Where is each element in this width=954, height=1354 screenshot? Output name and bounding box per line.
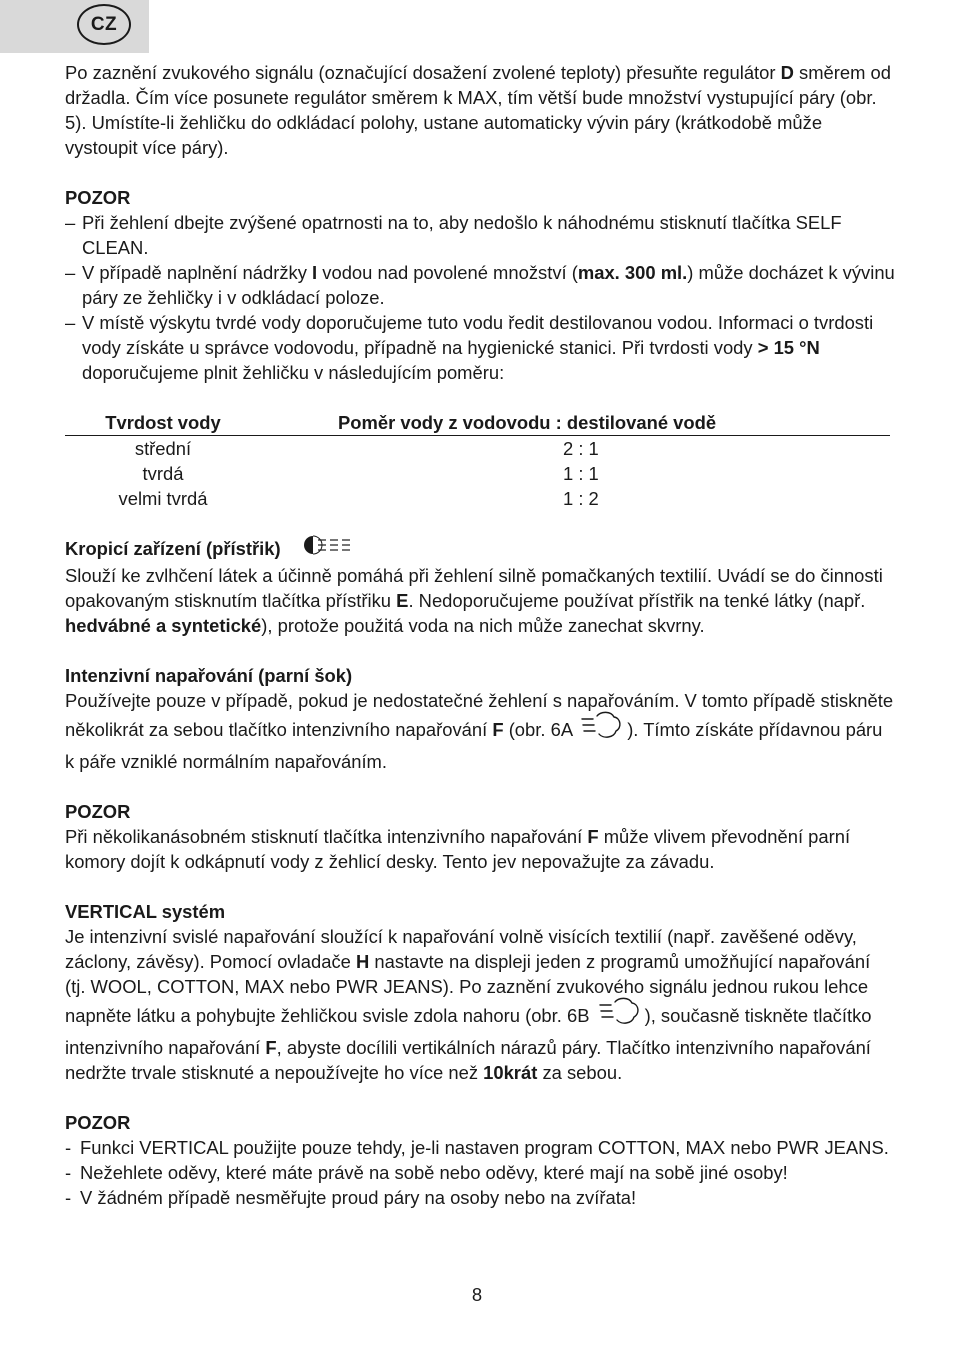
vertical-text: za sebou. [537,1062,623,1084]
steam-burst-icon [599,996,641,1032]
spray-heading-text: Kropicí zařízení (přístřik) [65,538,281,559]
spray-heading [65,536,895,563]
hardness-cell: velmi tvrdá [118,488,208,509]
caution2-text: může vlivem převodnění parní komory dojít k odkápnutí vody z žehlicí desky. Tento jev nepovažujte za závadu. [65,826,851,873]
language-tab [0,0,149,53]
spray-text: ), protože použitá voda na nich může zanechat skvrny. [261,615,705,637]
hardness-threshold: > 15 °N [757,337,820,358]
water-ratio-table [65,410,890,511]
dash-marker: – [65,262,76,283]
max-repeats: 10krát [483,1062,538,1084]
caution-item-text: vodou nad povolené množství ( [317,262,578,283]
caution-item-text: ) může docházet k vývinu páry ze žehličky i v odkládací poloze. [82,262,895,308]
dash-marker: – [65,212,76,233]
caution-heading-2: POZOR [65,801,131,823]
spray-paragraph [65,563,895,638]
caution-item [65,310,895,385]
vertical-text: Je intenzivní svislé napařování sloužící k napařování volně visících textilií (např. zavěšené oděvy, záclony, závěsy). Pomocí ovladače [65,926,857,973]
dash-marker: – [65,312,76,333]
caution-heading-1: POZOR [65,187,131,208]
caution-item [65,1185,895,1210]
dash-marker: - [65,1137,72,1159]
burst-heading: Intenzivní napařování (parní šok) [65,665,353,687]
ratio-cell [261,486,890,511]
ratio-value: 1 : 2 [563,488,599,509]
vertical-text: ), současně tiskněte tlačítko intenzivního napařování [65,1005,872,1059]
ratio-value: 1 : 1 [563,463,599,484]
caution-item-text: Funkci VERTICAL použijte pouze tehdy, je-li nastaven program COTTON, MAX nebo PWR JEANS. [80,1137,889,1159]
intro-text: Po zaznění zvukového signálu (označující dosažení zvolené teploty) přesuňte regulátor [65,62,781,83]
burst-text: (obr. 6A [503,719,578,740]
caution-item-text: V případě naplnění nádržky [82,262,313,283]
column-header-ratio-text: Poměr vody z vodovodu : destilované vodě [338,412,717,433]
caution-item [65,1135,895,1160]
fabric-type: hedvábné a syntetické [65,615,262,637]
table-row [65,436,890,462]
spray-text: Slouží ke zvlhčení látek a účinně pomáhá při žehlení silně pomačkaných textilií. Uvádí se do činnosti opakovaným stisknutím tlačítka přístřiku [65,565,883,612]
page-number: 8 [471,1284,483,1305]
burst-text: Používejte pouze v případě, pokud je nedostatečné žehlení s napařováním. V tomto případě stiskněte několikrát za sebou tlačítko intenzivního napařování [65,690,894,740]
dash-marker: - [65,1187,72,1209]
caution-item [65,260,895,310]
manual-content [65,60,895,1210]
column-header-ratio [261,410,890,436]
table-row [65,486,890,511]
hardness-cell: tvrdá [142,463,184,484]
caution2-paragraph [65,824,895,874]
tank-label: I [312,262,318,283]
table-header-row [65,410,890,436]
burst-button-label: F [492,719,504,740]
controller-label: H [355,951,370,973]
vertical-text: nastavte na displeji jeden z programů umožňující napařování (tj. WOOL, COTTON, MAX nebo PWR JEANS). Po zaznění zvukového signálu jednou rukou lehce napněte látku a pohybujte žehličkou svisle zdola nahoru (obr. 6B [65,951,871,1026]
max-volume: max. 300 ml. [577,262,688,283]
spray-icon [303,535,357,561]
caution-item-text: doporučujeme plnit žehličku v následujícím poměru: [82,362,505,383]
burst-paragraph [65,688,895,774]
intro-text-cont: směrem od držadla. Čím více posunete regulátor směrem k MAX, tím větší bude množství vystupující páry (obr. 5). Umístíte-li žehličku do odkládací polohy, ustane automaticky vývin páry (krátkodobě může vystoupit více páry). [65,62,891,158]
caution2-text: Při několikanásobném stisknutí tlačítka intenzivního napařování [65,826,588,848]
caution-item-text: V žádném případě nesměřujte proud páry na osoby nebo na zvířata! [80,1187,637,1209]
spray-button-label: E [396,590,409,612]
caution-item-text: Nežehlete oděvy, které máte právě na sobě nebo oděvy, které mají na sobě jiné osoby! [80,1162,788,1184]
table-row [65,461,890,486]
ratio-value: 2 : 1 [563,438,599,459]
vertical-heading: VERTICAL systém [65,901,226,923]
vertical-paragraph [65,924,895,1085]
burst-button-label: F [265,1037,277,1059]
caution-item-text: V místě výskytu tvrdé vody doporučujeme tuto vodu ředit destilovanou vodou. Informaci o tvrdosti vody získáte u správce vodovodu, případně na hygienické stanici. Při tvrdosti vody [82,312,874,358]
caution-item-text: Při žehlení dbejte zvýšené opatrnosti na to, aby nedošlo k náhodnému stisknutí tlačítka SELF CLEAN. [82,212,842,258]
ratio-cell [261,461,890,486]
burst-button-label: F [587,826,599,848]
hardness-cell: střední [134,438,192,459]
caution-item [65,1160,895,1185]
ratio-cell [261,436,890,462]
column-header-hardness: Tvrdost vody [65,410,261,436]
language-badge: CZ [77,4,131,45]
dash-marker: - [65,1162,72,1184]
vertical-text: , abyste docílili vertikálních nárazů páry. Tlačítko intenzivního napařování nedržte trvale stisknuté a nepoužívejte ho více než [65,1037,871,1084]
steam-burst-icon [581,710,623,746]
intro-paragraph [65,60,895,160]
spray-text: . Nedoporučujeme používat přístřik na tenké látky (např. [408,590,866,612]
burst-text: ). Tímto získáte přídavnou páru k páře vzniklé normálním napařováním. [65,719,883,773]
caution-heading-3: POZOR [65,1112,131,1134]
regulator-label: D [780,62,794,83]
caution-item [65,210,895,260]
